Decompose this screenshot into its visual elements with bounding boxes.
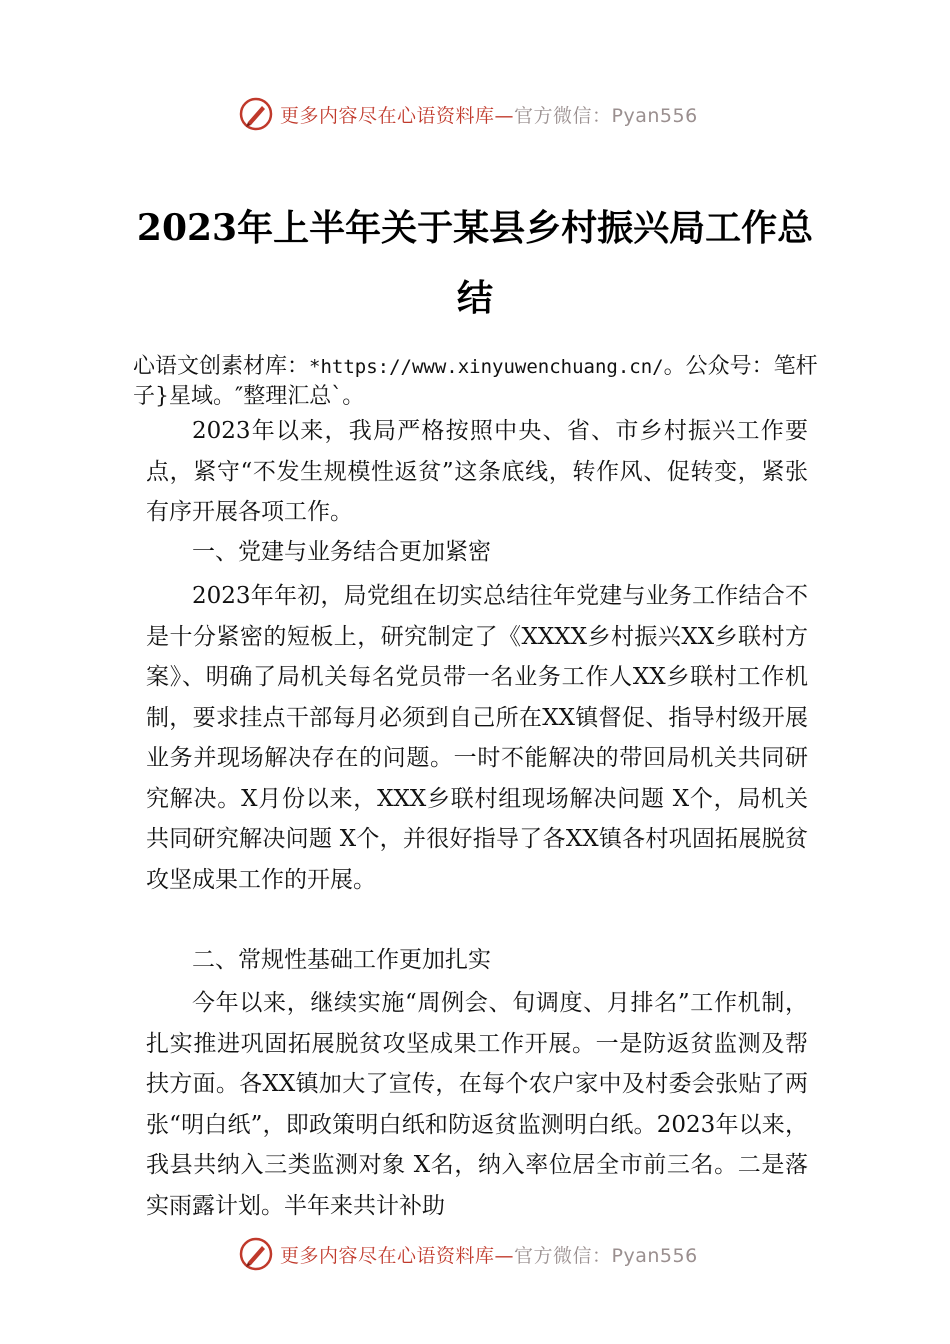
pen-logo-icon <box>238 1236 274 1272</box>
banner-text: 更多内容尽在心语资料库—官方微信：Pyan556 <box>280 104 698 127</box>
header-banner <box>238 96 698 132</box>
section-heading-2: 二、常规性基础工作更加扎实 <box>192 947 491 973</box>
section-2-paragraph: 今年以来，继续实施“周例会、旬调度、月排名”工作机制，扎实推进巩固拓展脱贫攻坚成果工作开展。一是防返贫监测及帮扶方面。各XX镇加大了宣传，在每个农户家中及村委会张贴了两张“明白纸”，即政策明白纸和防返贫监测明白纸。2023年以来，我县共纳入三类监测对象 X名，纳入率位居全市前三名。二是落实雨露计划。半年来共计补助 <box>146 990 808 1219</box>
pen-logo-icon <box>238 96 274 132</box>
banner-text: 更多内容尽在心语资料库—官方微信：Pyan556 <box>280 1244 698 1267</box>
intro-paragraph: 2023年以来，我局严格按照中央、省、市乡村振兴工作要点，紧守“不发生规模性返贫”这条底线，转作风、促转变，紧张有序开展各项工作。 <box>146 418 808 525</box>
document-title: 2023年上半年关于某县乡村振兴局工作总结 <box>136 207 814 319</box>
section-1-paragraph: 2023年年初，局党组在切实总结往年党建与业务工作结合不是十分紧密的短板上，研究制定了《XXXX乡村振兴XX乡联村方案》、明确了局机关每名党员带一名业务工作人XX乡联村工作机制，要求挂点干部每月必须到自己所在XX镇督促、指导村级开展业务并现场解决存在的问题。一时不能解决的带回局机关共同研究解决。X月份以来，XXX乡联村组现场解决问题 X个，局机关共同研究解决问题 X个，并很好指导了各XX镇各村巩固拓展脱贫攻坚成果工作的开展。 <box>146 583 808 893</box>
section-heading-1: 一、党建与业务结合更加紧密 <box>192 539 491 565</box>
source-note: 心语文创素材库：*https://www.xinyuwenchuang.cn/。公众号：笔杆子}星域。″整理汇总`。 <box>133 354 818 409</box>
footer-banner <box>238 1236 698 1272</box>
